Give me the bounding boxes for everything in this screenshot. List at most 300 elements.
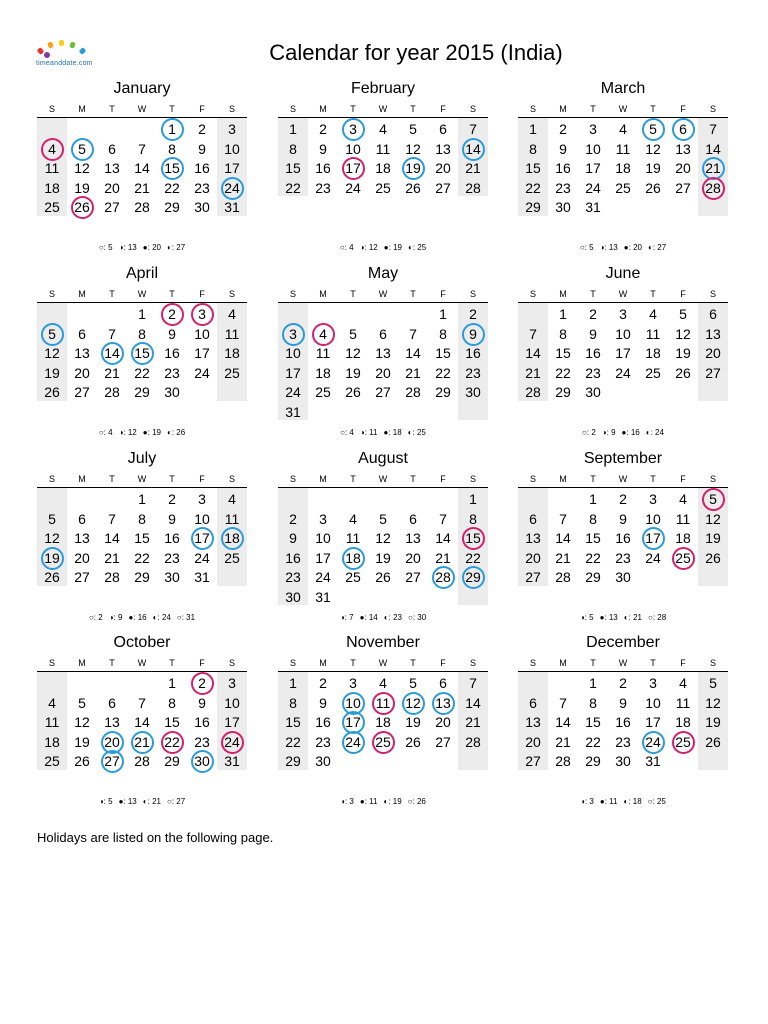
day-cell: 4: [379, 675, 387, 691]
day-cell: 11: [675, 694, 691, 711]
day-cell: 27: [675, 179, 691, 196]
day-cell: 3: [619, 306, 627, 322]
day-cell: 22: [285, 733, 301, 750]
day-cell: 14: [134, 160, 150, 176]
day-cell: 29: [555, 384, 571, 400]
holiday-day-cell: 15: [458, 529, 488, 548]
day-cell: 21: [525, 364, 541, 381]
holiday-day-cell: 30: [187, 752, 217, 771]
day-cell: 22: [525, 179, 541, 196]
day-cell: 20: [435, 714, 451, 730]
header-rule: [37, 487, 247, 488]
day-cell: 19: [705, 714, 721, 730]
day-cell: 13: [74, 345, 90, 361]
day-cell: 11: [44, 160, 60, 176]
weekday-label: T: [590, 658, 596, 668]
day-cell: 29: [164, 753, 180, 769]
day-cell: 7: [138, 694, 146, 711]
holiday-day-cell: 19: [37, 549, 67, 568]
moon-phase-icon: ○: 2: [582, 428, 596, 437]
month-november: [278, 634, 488, 814]
weekday-label: S: [709, 104, 716, 114]
day-cell: 1: [289, 675, 297, 691]
day-cell: 8: [559, 325, 567, 342]
day-cell: 7: [469, 675, 477, 691]
month-may: [278, 265, 488, 445]
weekday-label: S: [529, 658, 536, 668]
weekday-label: S: [469, 474, 476, 484]
day-cell: 18: [44, 179, 60, 196]
day-cell: 23: [315, 733, 331, 750]
moon-phases: [518, 428, 728, 437]
day-cell: 4: [48, 694, 56, 711]
weekday-label: S: [469, 104, 476, 114]
holiday-day-cell: 15: [127, 344, 157, 363]
month-august: [278, 450, 488, 630]
day-cell: 11: [615, 140, 631, 157]
weekday-label: F: [440, 289, 446, 299]
month-september: [518, 450, 728, 630]
header-rule: [37, 671, 247, 672]
day-cell: 6: [108, 694, 116, 711]
holiday-day-cell: 1: [157, 120, 187, 139]
weekday-label: W: [137, 474, 147, 484]
day-cell: 24: [615, 364, 631, 381]
weekday-label: W: [378, 658, 388, 668]
day-cell: 16: [615, 714, 631, 730]
footer-note: Holidays are listed on the following page.: [37, 830, 274, 845]
day-cell: 7: [409, 325, 417, 342]
day-cell: 29: [585, 753, 601, 769]
day-cell: 12: [645, 140, 661, 157]
holiday-day-cell: 24: [217, 733, 247, 752]
weekday-label: M: [559, 289, 567, 299]
moon-phase-icon: ●: 19: [142, 428, 161, 437]
weekday-label: S: [709, 658, 716, 668]
weekday-header: [278, 474, 488, 486]
weekday-label: T: [350, 289, 356, 299]
page-title: Calendar for year 2015 (India): [269, 40, 563, 65]
moon-phase-icon: ◑: 3: [340, 797, 354, 806]
day-cell: 9: [319, 140, 327, 157]
weekday-label: S: [709, 289, 716, 299]
day-cell: 23: [555, 179, 571, 196]
day-cell: 30: [555, 199, 571, 215]
day-cell: 12: [705, 510, 721, 527]
day-cell: 19: [675, 345, 691, 361]
day-cell: 8: [589, 694, 597, 711]
day-cell: 26: [44, 384, 60, 400]
day-cell: 14: [555, 714, 571, 730]
weekday-label: F: [199, 104, 205, 114]
month-october: [37, 634, 247, 814]
holiday-day-cell: 17: [187, 529, 217, 548]
day-cell: 5: [48, 510, 56, 527]
month-name: April: [125, 265, 158, 282]
day-cell: 26: [345, 384, 361, 400]
day-cell: 26: [705, 549, 721, 566]
day-cell: 14: [555, 530, 571, 546]
day-cell: 11: [375, 140, 391, 157]
day-cell: 7: [709, 121, 717, 137]
moon-phase-icon: ○: 5: [98, 243, 113, 252]
day-cell: 19: [405, 714, 421, 730]
holiday-day-cell: 13: [428, 694, 458, 713]
weekday-label: T: [650, 474, 656, 484]
moon-phases: [518, 243, 728, 252]
weekday-label: T: [109, 104, 115, 114]
day-cell: 20: [104, 179, 120, 196]
day-cell: 28: [465, 179, 481, 196]
weekday-label: F: [199, 474, 205, 484]
day-cell: 11: [44, 714, 60, 730]
day-cell: 10: [645, 694, 661, 711]
day-cell: 11: [224, 325, 240, 342]
day-cell: 27: [525, 569, 541, 585]
day-cell: 15: [525, 160, 541, 176]
day-cell: 18: [44, 733, 60, 750]
day-cell: 26: [74, 753, 90, 769]
day-cell: 10: [285, 345, 301, 361]
day-cell: 28: [555, 753, 571, 769]
day-cell: 29: [585, 569, 601, 585]
day-cell: 21: [134, 179, 150, 196]
weekday-label: M: [78, 289, 86, 299]
day-cell: 11: [645, 325, 661, 342]
day-cell: 17: [585, 160, 601, 176]
day-cell: 16: [585, 345, 601, 361]
holiday-day-cell: 4: [308, 325, 338, 344]
day-cell: 3: [228, 675, 236, 691]
day-cell: 5: [409, 121, 417, 137]
moon-phase-icon: ◑: 9: [601, 428, 616, 437]
moon-phases: [37, 797, 247, 806]
weekday-label: M: [559, 474, 567, 484]
weekday-label: F: [680, 658, 686, 668]
header-rule: [278, 671, 488, 672]
day-cell: 26: [705, 733, 721, 750]
day-cell: 29: [134, 569, 150, 585]
day-cell: 16: [555, 160, 571, 176]
month-name: January: [113, 80, 171, 97]
weekday-label: T: [350, 658, 356, 668]
holiday-day-cell: 6: [668, 120, 698, 139]
day-cell: 6: [78, 325, 86, 342]
day-cell: 23: [194, 733, 210, 750]
moon-phase-icon: ●: 11: [359, 797, 378, 806]
day-cell: 23: [315, 179, 331, 196]
day-cell: 10: [224, 140, 240, 157]
day-cell: 1: [168, 675, 176, 691]
day-cell: 18: [375, 160, 391, 176]
weekday-label: T: [169, 104, 175, 114]
day-cell: 14: [134, 714, 150, 730]
weekday-label: T: [650, 104, 656, 114]
day-cell: 2: [619, 675, 627, 691]
day-cell: 12: [705, 694, 721, 711]
day-cell: 30: [615, 753, 631, 769]
day-cell: 1: [469, 491, 477, 507]
weekday-label: S: [529, 104, 536, 114]
header-rule: [518, 117, 728, 118]
weekday-header: [37, 474, 247, 486]
holiday-day-cell: 19: [398, 159, 428, 178]
day-cell: 31: [194, 569, 210, 585]
day-cell: 31: [645, 753, 661, 769]
day-cell: 28: [525, 384, 541, 400]
weekday-label: M: [319, 658, 327, 668]
holiday-day-cell: 17: [338, 713, 368, 732]
weekday-label: F: [680, 104, 686, 114]
holiday-day-cell: 28: [698, 179, 728, 198]
weekday-label: S: [228, 104, 235, 114]
weekday-label: M: [78, 474, 86, 484]
moon-phase-icon: ○: 4: [340, 428, 354, 437]
day-cell: 3: [198, 491, 206, 507]
day-cell: 13: [435, 140, 451, 157]
day-cell: 30: [585, 384, 601, 400]
moon-phase-icon: ◑: 3: [580, 797, 594, 806]
weekday-label: S: [48, 658, 55, 668]
day-cell: 19: [375, 549, 391, 566]
day-cell: 25: [44, 753, 60, 769]
day-cell: 6: [439, 121, 447, 137]
moon-phase-icon: ○: 30: [407, 613, 427, 622]
day-cell: 29: [285, 753, 301, 769]
moon-phases: [37, 243, 247, 252]
day-cell: 2: [198, 121, 206, 137]
month-january: [37, 80, 247, 260]
month-july: [37, 450, 247, 630]
logo-text: timeanddate.com: [36, 60, 93, 67]
day-cell: 27: [405, 569, 421, 585]
day-cell: 27: [435, 733, 451, 750]
day-cell: 14: [104, 530, 120, 546]
holiday-day-cell: 3: [278, 325, 308, 344]
day-cell: 25: [44, 199, 60, 215]
day-cell: 20: [74, 549, 90, 566]
day-cell: 17: [285, 364, 301, 381]
day-cell: 26: [44, 569, 60, 585]
day-cell: 26: [645, 179, 661, 196]
month-name: December: [586, 634, 660, 651]
weekday-label: F: [680, 289, 686, 299]
weekday-label: T: [169, 289, 175, 299]
weekday-label: M: [319, 104, 327, 114]
weekday-label: W: [378, 289, 388, 299]
moon-phase-icon: ○: 25: [647, 797, 666, 806]
weekday-label: F: [199, 658, 205, 668]
header-rule: [278, 302, 488, 303]
weekday-label: S: [289, 474, 296, 484]
day-cell: 14: [435, 530, 451, 546]
day-cell: 12: [44, 530, 60, 546]
holiday-day-cell: 25: [668, 549, 698, 568]
header-rule: [518, 302, 728, 303]
day-cell: 6: [379, 325, 387, 342]
day-cell: 8: [529, 140, 537, 157]
weekday-label: T: [350, 104, 356, 114]
day-cell: 3: [228, 121, 236, 137]
month-name: September: [583, 450, 663, 467]
day-cell: 21: [555, 549, 571, 566]
month-april: [37, 265, 247, 445]
day-cell: 16: [164, 530, 180, 546]
day-cell: 22: [585, 733, 601, 750]
moon-phase-icon: ◐: 21: [623, 613, 642, 622]
day-cell: 12: [74, 714, 90, 730]
holiday-day-cell: 18: [338, 549, 368, 568]
day-cell: 10: [345, 140, 361, 157]
day-cell: 10: [194, 325, 210, 342]
day-cell: 27: [74, 384, 90, 400]
month-name: July: [127, 450, 157, 467]
day-cell: 20: [675, 160, 691, 176]
weekday-label: S: [48, 104, 55, 114]
day-cell: 9: [619, 694, 627, 711]
month-name: November: [346, 634, 420, 651]
holiday-day-cell: 22: [157, 733, 187, 752]
day-cell: 27: [104, 199, 120, 215]
holiday-day-cell: 24: [338, 733, 368, 752]
month-name: May: [367, 265, 399, 282]
weekday-label: S: [228, 474, 235, 484]
day-cell: 20: [405, 549, 421, 566]
day-cell: 13: [375, 345, 391, 361]
day-cell: 10: [645, 510, 661, 527]
day-cell: 8: [289, 140, 297, 157]
day-cell: 16: [615, 530, 631, 546]
day-cell: 10: [315, 530, 331, 546]
weekday-label: W: [378, 474, 388, 484]
day-cell: 5: [379, 510, 387, 527]
holiday-day-cell: 3: [187, 305, 217, 324]
month-name: August: [358, 450, 408, 467]
day-cell: 18: [224, 345, 240, 361]
weekday-label: S: [289, 104, 296, 114]
day-cell: 16: [194, 160, 210, 176]
weekday-label: F: [680, 474, 686, 484]
day-cell: 19: [345, 364, 361, 381]
moon-phase-icon: ◐: 21: [142, 797, 161, 806]
day-cell: 2: [319, 675, 327, 691]
day-cell: 5: [409, 675, 417, 691]
moon-phase-icon: ○: 31: [176, 613, 196, 622]
day-cell: 16: [315, 160, 331, 176]
day-cell: 20: [74, 364, 90, 381]
day-cell: 16: [315, 714, 331, 730]
weekday-header: [518, 104, 728, 116]
weekday-label: S: [529, 474, 536, 484]
moon-phase-icon: ◐: 24: [152, 613, 171, 622]
day-cell: 3: [649, 491, 657, 507]
day-cell: 30: [615, 569, 631, 585]
holiday-day-cell: 24: [638, 733, 668, 752]
day-cell: 3: [319, 510, 327, 527]
moon-phase-icon: ○: 4: [339, 243, 354, 252]
day-cell: 7: [138, 140, 146, 157]
month-name: October: [113, 634, 171, 651]
holiday-day-cell: 25: [668, 733, 698, 752]
weekday-label: W: [137, 658, 147, 668]
weekday-label: T: [410, 658, 416, 668]
holiday-day-cell: 5: [698, 490, 728, 509]
day-cell: 31: [315, 588, 331, 605]
day-cell: 23: [194, 179, 210, 196]
day-cell: 31: [585, 199, 601, 215]
day-cell: 18: [615, 160, 631, 176]
day-cell: 15: [435, 345, 451, 361]
holiday-day-cell: 15: [157, 159, 187, 178]
day-cell: 14: [705, 140, 721, 157]
day-cell: 30: [315, 753, 331, 769]
day-cell: 27: [435, 179, 451, 196]
day-cell: 9: [198, 694, 206, 711]
day-cell: 13: [405, 530, 421, 546]
day-cell: 2: [289, 510, 297, 527]
day-cell: 7: [469, 121, 477, 137]
day-cell: 7: [559, 694, 567, 711]
month-december: [518, 634, 728, 814]
day-cell: 16: [164, 345, 180, 361]
weekday-label: F: [440, 104, 446, 114]
weekday-label: T: [169, 474, 175, 484]
day-cell: 29: [134, 384, 150, 400]
day-cell: 18: [675, 530, 691, 546]
day-cell: 27: [74, 569, 90, 585]
day-cell: 23: [615, 549, 631, 566]
holiday-day-cell: 25: [368, 733, 398, 752]
day-cell: 24: [315, 569, 331, 585]
day-cell: 31: [224, 753, 240, 769]
day-cell: 3: [349, 675, 357, 691]
weekday-label: T: [410, 289, 416, 299]
holiday-day-cell: 21: [698, 159, 728, 178]
weekday-label: T: [410, 104, 416, 114]
day-cell: 17: [224, 714, 240, 730]
weekday-label: S: [529, 289, 536, 299]
day-cell: 24: [345, 179, 361, 196]
day-cell: 4: [228, 306, 236, 322]
day-cell: 19: [74, 733, 90, 750]
day-cell: 22: [134, 364, 150, 381]
day-cell: 25: [224, 549, 240, 566]
day-cell: 4: [679, 675, 687, 691]
day-cell: 8: [289, 694, 297, 711]
day-cell: 17: [194, 345, 210, 361]
day-cell: 17: [224, 160, 240, 176]
day-cell: 24: [285, 384, 301, 400]
header-rule: [37, 117, 247, 118]
month-name: February: [350, 80, 416, 97]
day-cell: 28: [134, 199, 150, 215]
day-cell: 16: [285, 549, 301, 566]
weekday-label: M: [78, 104, 86, 114]
day-cell: 10: [585, 140, 601, 157]
month-february: [278, 80, 488, 260]
weekday-label: S: [289, 289, 296, 299]
day-cell: 10: [615, 325, 631, 342]
day-cell: 13: [74, 530, 90, 546]
day-cell: 20: [375, 364, 391, 381]
day-cell: 8: [138, 510, 146, 527]
day-cell: 23: [285, 569, 301, 585]
moon-phase-icon: ●: 18: [383, 428, 402, 437]
day-cell: 6: [529, 694, 537, 711]
day-cell: 22: [134, 549, 150, 566]
month-name: June: [605, 265, 641, 282]
day-cell: 23: [164, 364, 180, 381]
